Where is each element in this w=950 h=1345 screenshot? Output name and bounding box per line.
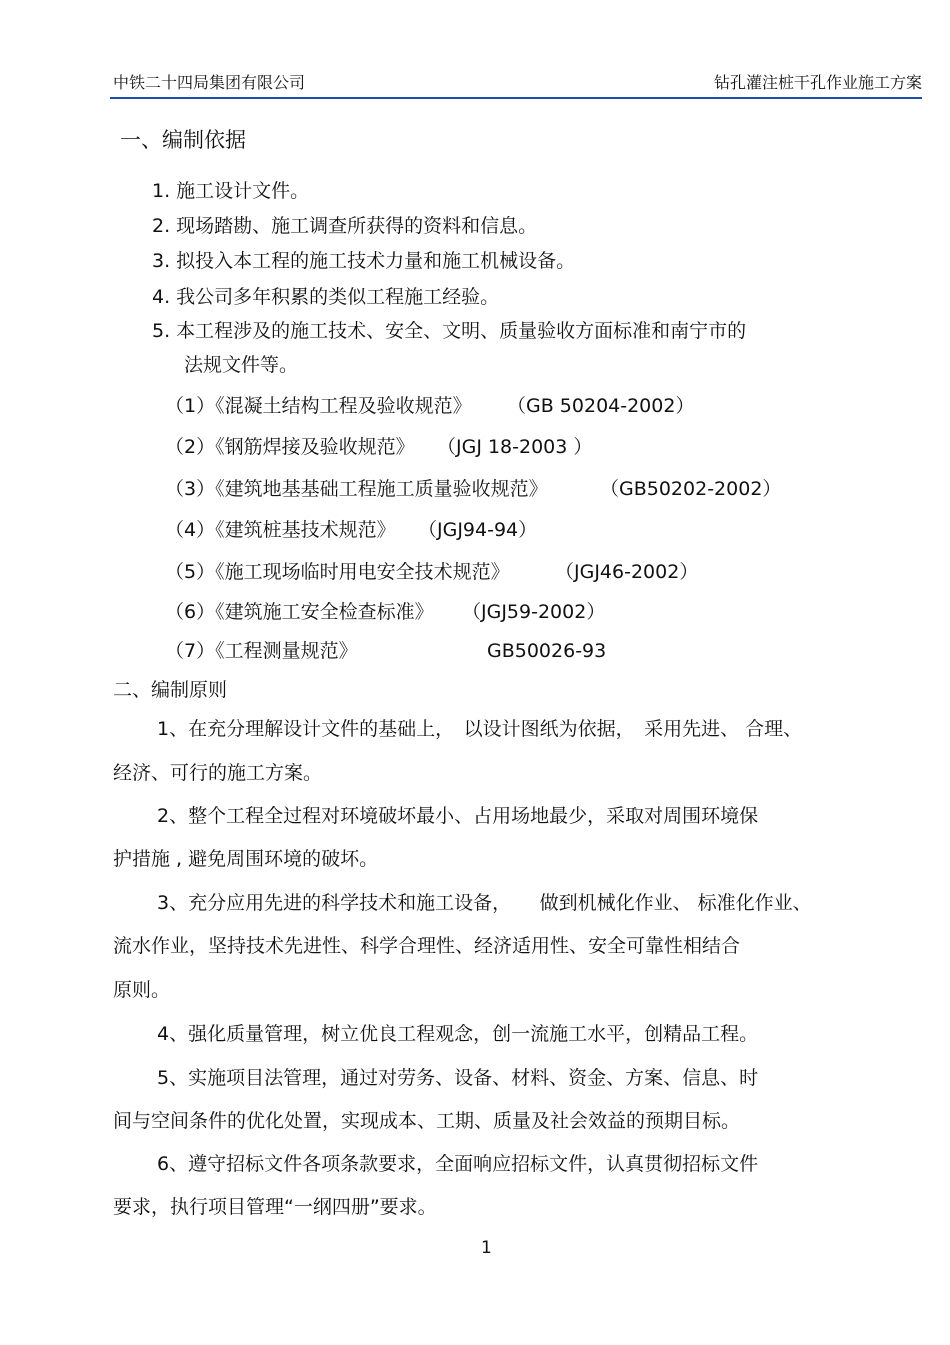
header-doc-title: 钻孔灌注桩干孔作业施工方案 (713, 73, 922, 92)
standard-code-5: （JGJ46-2002） (555, 561, 699, 583)
standard-name-1: （1）《混凝土结构工程及验收规范》 (165, 395, 472, 417)
basis-item-1: 1. 施工设计文件。 (152, 180, 310, 202)
basis-item-3: 3. 拟投入本工程的施工技术力量和施工机械设备。 (152, 250, 576, 272)
standard-code-6: （JGJ59-2002） (462, 601, 606, 623)
basis-item-2: 2. 现场踏勘、施工调查所获得的资料和信息。 (152, 215, 538, 237)
standard-name-4: （4）《建筑桩基技术规范》 (165, 519, 396, 541)
principle-line-10: 间与空间条件的优化处置，实现成本、工期、质量及社会效益的预期目标。 (113, 1110, 741, 1132)
basis-item-5-continued: 法规文件等。 (184, 354, 299, 376)
principle-line-6: 流水作业，坚持技术先进性、科学合理性、经济适用性、安全可靠性相结合 (113, 935, 741, 957)
principle-line-12: 要求，执行项目管理“一纲四册”要求。 (113, 1196, 437, 1218)
principle-line-4: 护措施 , 避免周围环境的破坏。 (113, 848, 379, 870)
principle-line-1: 1、在充分理解设计文件的基础上， 以设计图纸为依据， 采用先进、 合理、 (157, 718, 803, 740)
basis-item-4: 4. 我公司多年积累的类似工程施工经验。 (152, 286, 500, 308)
standard-name-5: （5）《施工现场临时用电安全技术规范》 (165, 561, 510, 583)
standard-code-2: （JGJ 18-2003 ） (437, 436, 593, 458)
section1-title: 一、编制依据 (120, 128, 246, 152)
standard-name-3: （3）《建筑地基基础工程施工质量验收规范》 (165, 478, 548, 500)
basis-item-5: 5. 本工程涉及的施工技术、安全、文明、质量验收方面标准和南宁市的 (152, 320, 747, 342)
standard-code-3: （GB50202-2002） (600, 478, 782, 500)
standard-code-4: （JGJ94-94） (418, 519, 538, 541)
standard-name-6: （6）《建筑施工安全检查标准》 (165, 601, 434, 623)
standard-name-7: （7）《工程测量规范》 (165, 640, 358, 662)
principle-line-7: 原则。 (113, 979, 171, 1001)
principle-line-5: 3、充分应用先进的科学技术和施工设备， 做到机械化作业、 标准化作业、 (157, 892, 812, 914)
section2-title: 二、编制原则 (113, 679, 228, 701)
standard-code-7: GB50026-93 (487, 640, 607, 662)
principle-line-2: 经济、可行的施工方案。 (113, 762, 323, 784)
principle-line-8: 4、强化质量管理，树立优良工程观念，创一流施工水平，创精品工程。 (157, 1023, 759, 1045)
principle-line-3: 2、整个工程全过程对环境破坏最小、占用场地最少，采取对周围环境保 (157, 805, 759, 827)
header-divider (110, 97, 922, 99)
standard-name-2: （2）《钢筋焊接及验收规范》 (165, 436, 415, 458)
principle-line-11: 6、遵守招标文件各项条款要求，全面响应招标文件，认真贯彻招标文件 (157, 1153, 759, 1175)
page-number: 1 (481, 1238, 492, 1258)
principle-line-9: 5、实施项目法管理，通过对劳务、设备、材料、资金、方案、信息、时 (157, 1067, 759, 1089)
header-company: 中铁二十四局集团有限公司 (113, 73, 306, 92)
standard-code-1: （GB 50204-2002） (507, 395, 695, 417)
